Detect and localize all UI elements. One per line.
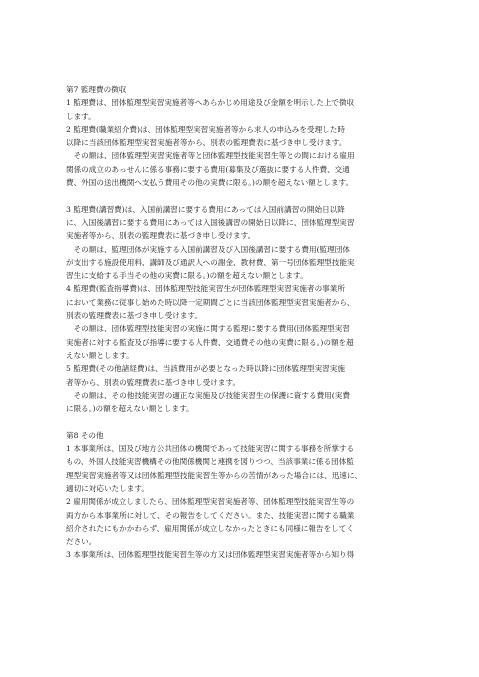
paragraph-spacer [66,189,426,202]
paragraph-line: 以降に当該団体監理型実習実施者等から、別表の監理費表に基づき申し受けます。 [66,138,347,148]
paragraph-line: に限る。)の額を超えない額とします。 [66,404,194,414]
paragraph-line: 2 監理費(職業紹介費)は、団体監理型実習実施者等から求人の申込みを受理した時 [66,124,345,134]
document-page [66,83,426,562]
section-7 [66,83,426,415]
paragraph-line: が支出する施設使用料、講師及び通訳人への謝金、教材費、第一号団体監理型技能実 [66,257,355,267]
paragraph-line: 費、外国の送出機関へ支払う費用その他の実費に限る。)の額を超えない額とします。 [66,178,354,188]
paragraph-line: 3 監理費(講習費)は、入国前講習に要する費用にあっては入国前講習の開始日以降 [66,204,345,214]
paragraph-line: その額は、団体監理型技能実習の実施に関する監理に要する費用(団体監理型実習 [66,324,350,334]
paragraph-line: 関係の成立のあっせんに係る事務に要する費用(募集及び選抜に要する人件費、交通 [66,164,350,174]
paragraph-line: 別表の監理費表に基づき申し受けます。 [66,311,203,321]
paragraph-line: 紹介されたにもかかわらず、雇用関係が成立しなかったときにも同様に報告をしてく [66,523,354,533]
paragraph-line: に、入国後講習に要する費用にあっては入国後講習の開始日以降に、団体監理型実習 [66,217,355,227]
paragraph-line: 1 本事業所は、国及び地方公共団体の機関であって技能実習に関する事務を所掌する [66,444,355,454]
paragraph-line: 適切に対応いたします。 [66,483,149,493]
paragraph-line: 両方から本事業所に対して、その報告をしてください。また、技能実習に関する職業 [66,510,355,520]
paragraph-line: その額は、団体監理型実習実施者等と団体監理型技能実習生等との間における雇用 [66,151,355,161]
paragraph-line: 理型実習実施者等又は団体監理型技能実習生等からの苦情があった場合には、迅速に、 [66,470,363,480]
paragraph-line: えない額とします。 [66,350,134,360]
section-8 [66,429,426,562]
paragraph-line: において業務に従事し始めた時以降一定期間ごとに当該団体監理型実習実施者から、 [66,297,355,307]
paragraph-line: します。 [66,111,96,121]
paragraph-line: 実施者に対する監査及び指導に要する人件費、交通費その他の実費に限る。)の額を超 [66,337,354,347]
paragraph-line: 5 監理費(その他諸経費)は、当該費用が必要となった時以降に団体監理型実習実施 [66,364,345,374]
paragraph-line: その額は、監理団体が実施する入国前講習及び入国後講習に要する費用(監理団体 [66,244,350,254]
paragraph-line: 2 雇用関係が成立しましたら、団体監理型実習実施者等、団体監理型技能実習生等の [66,497,355,507]
paragraph-line: もの、外国人技能実習機構その他関係機関と連携を図りつつ、当該事業に係る団体監 [66,457,354,467]
paragraph-line: 実施者等から、別表の監理費表に基づき申し受けます。 [66,231,256,241]
paragraph-line: 者等から、別表の監理費表に基づき申し受けます。 [66,377,241,387]
paragraph-line: その額は、その他技能実習の適正な実施及び技能実習生の保護に資する費用(実費 [66,390,350,400]
section-7-heading: 第7 監理費の徴収 [66,85,127,94]
paragraph-line: 4 監理費(監査指導費)は、団体監理型技能実習生が団体監理型実習実施者の事業所 [66,284,345,294]
paragraph-line: 習生に支給する手当その他の実費に限る。)の額を超えない額とします。 [66,271,308,281]
section-spacer [66,415,426,428]
paragraph-line: 1 監理費は、団体監理型実習実施者等へあらかじめ用途及び金額を明示した上で徴収 [66,98,355,108]
paragraph-line: 3 本事業所は、団体監理型技能実習生等の方又は団体監理型実習実施者等から知り得 [66,550,355,560]
paragraph-line: ださい。 [66,537,97,547]
section-8-heading: 第8 その他 [66,430,104,440]
